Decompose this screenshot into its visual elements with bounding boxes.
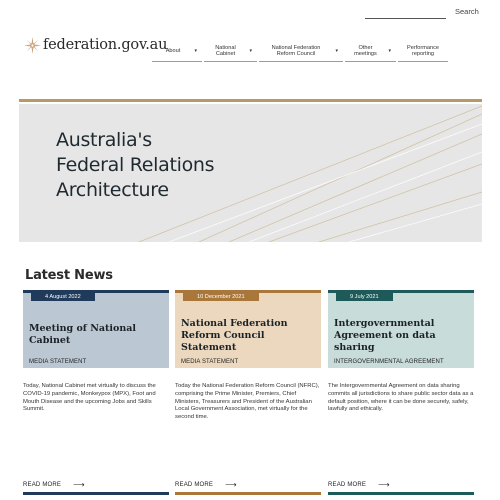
card-title[interactable]: Intergovernmental Agreement on data sharing	[334, 318, 436, 353]
site-name: federation.gov.au	[43, 37, 168, 53]
read-more-label: READ MORE	[328, 481, 367, 488]
news-card[interactable]	[23, 290, 169, 489]
nav-item-about[interactable]	[152, 41, 202, 62]
nav-item-label: National Cabinet	[215, 45, 236, 57]
arrow-right-icon: ⟶	[225, 480, 237, 489]
site-logo[interactable]	[24, 34, 167, 56]
card-summary: Today, National Cabinet met virtually to discuss the COVID-19 pandemic, Monkeypox (MPX), Foot and Mouth Disease and the upcoming Jobs and Skills Summit.	[23, 383, 156, 413]
card-bottom-bar	[23, 492, 169, 495]
nav-item-national-cabinet[interactable]	[204, 41, 257, 62]
hero-banner	[19, 104, 482, 242]
read-more-link[interactable]	[23, 480, 85, 489]
read-more-label: READ MORE	[175, 481, 214, 488]
read-more-label: READ MORE	[23, 481, 62, 488]
news-card[interactable]	[328, 290, 474, 489]
card-date-badge: 9 July 2021	[336, 293, 393, 301]
nav-item-label: About	[165, 48, 181, 54]
read-more-link[interactable]	[175, 480, 237, 489]
arrow-right-icon: ⟶	[73, 480, 85, 489]
federation-star-icon	[24, 37, 41, 54]
read-more-link[interactable]	[328, 480, 390, 489]
hero-title: Australia's Federal Relations Architecture	[56, 129, 215, 201]
news-card[interactable]	[175, 290, 321, 489]
card-bottom-bar	[328, 492, 474, 495]
nav-item-label: Performance reporting	[406, 45, 440, 57]
card-title[interactable]: National Federation Reform Council Statement	[181, 318, 288, 353]
chevron-down-icon: ▾	[388, 48, 391, 54]
chevron-down-icon: ▾	[249, 48, 252, 54]
nav-item-performance-reporting[interactable]	[398, 41, 448, 62]
chevron-down-icon: ▾	[335, 48, 338, 54]
search-button[interactable]: Search	[455, 7, 479, 16]
card-date-badge: 10 December 2021	[183, 293, 259, 301]
hero-top-rule	[19, 99, 482, 102]
card-summary: Today the National Federation Reform Council (NFRC), comprising the Prime Minister, Premiers, Chief Ministers, Treasurers and President of the Australian Local Government Association, met virtually for the second time.	[175, 383, 320, 421]
card-image	[328, 293, 474, 368]
nav-item-label: Other meetings	[354, 45, 377, 57]
card-summary: The Intergovernmental Agreement on data sharing commits all jurisdictions to share public sector data as a default position, where it can be done securely, safely, lawfully and ethically.	[328, 383, 474, 413]
arrow-right-icon: ⟶	[378, 480, 390, 489]
card-image	[175, 293, 321, 368]
card-tag: MEDIA STATEMENT	[181, 359, 239, 365]
nav-item-nfrc[interactable]	[259, 41, 343, 62]
card-tag: MEDIA STATEMENT	[29, 359, 87, 365]
main-nav	[152, 41, 450, 63]
card-bottom-bar	[175, 492, 321, 495]
card-image	[23, 293, 169, 368]
nav-item-label: National Federation Reform Council	[271, 45, 321, 57]
card-tag: INTERGOVERNMENTAL AGREEMENT	[334, 359, 444, 365]
search-input[interactable]	[365, 7, 446, 18]
search-bar	[365, 7, 485, 19]
card-title[interactable]: Meeting of National Cabinet	[29, 323, 137, 346]
latest-news-heading: Latest News	[25, 268, 113, 283]
nav-item-other-meetings[interactable]	[345, 41, 396, 62]
chevron-down-icon: ▾	[194, 48, 197, 54]
search-underline	[365, 18, 446, 19]
card-date-badge: 4 August 2022	[31, 293, 95, 301]
